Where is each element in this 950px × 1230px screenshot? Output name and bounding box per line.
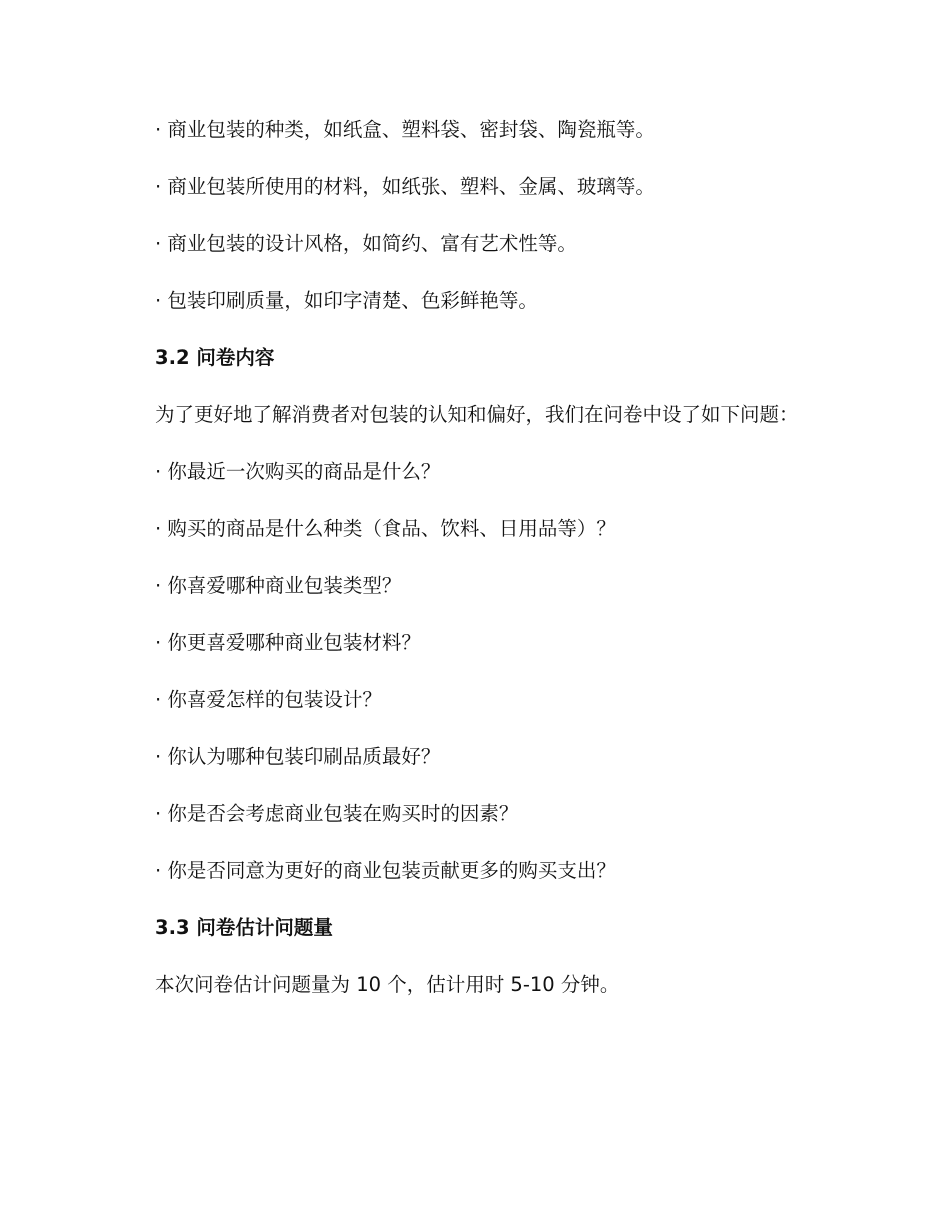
question-item: · 你是否同意为更好的商业包装贡献更多的购买支出？ [155,859,616,882]
question-item: · 你喜爱哪种商业包装类型？ [155,574,402,597]
page-content [112,112,832,1024]
heading-3-2: 3.2 问卷内容 [155,346,275,369]
estimate-paragraph: 本次问卷估计问题量为 10 个，估计用时 5-10 分钟。 [155,973,620,996]
question-item: · 购买的商品是什么种类（食品、饮料、日用品等）？ [155,517,616,540]
question-item: · 你更喜爱哪种商业包装材料？ [155,631,421,654]
question-item: · 你喜爱怎样的包装设计？ [155,688,382,711]
intro-paragraph: 为了更好地了解消费者对包装的认知和偏好，我们在问卷中设了如下问题： [155,403,799,426]
question-item: · 你认为哪种包装印刷品质最好？ [155,745,441,768]
bullet-packaging-materials: · 商业包装所使用的材料，如纸张、塑料、金属、玻璃等。 [155,175,655,198]
question-item: · 你最近一次购买的商品是什么？ [155,460,441,483]
bullet-packaging-types: · 商业包装的种类，如纸盒、塑料袋、密封袋、陶瓷瓶等。 [155,118,655,141]
heading-3-3: 3.3 问卷估计问题量 [155,916,333,939]
bullet-design-style: · 商业包装的设计风格，如简约、富有艺术性等。 [155,232,577,255]
bullet-print-quality: · 包装印刷质量，如印字清楚、色彩鲜艳等。 [155,289,538,312]
question-item: · 你是否会考虑商业包装在购买时的因素？ [155,802,519,825]
